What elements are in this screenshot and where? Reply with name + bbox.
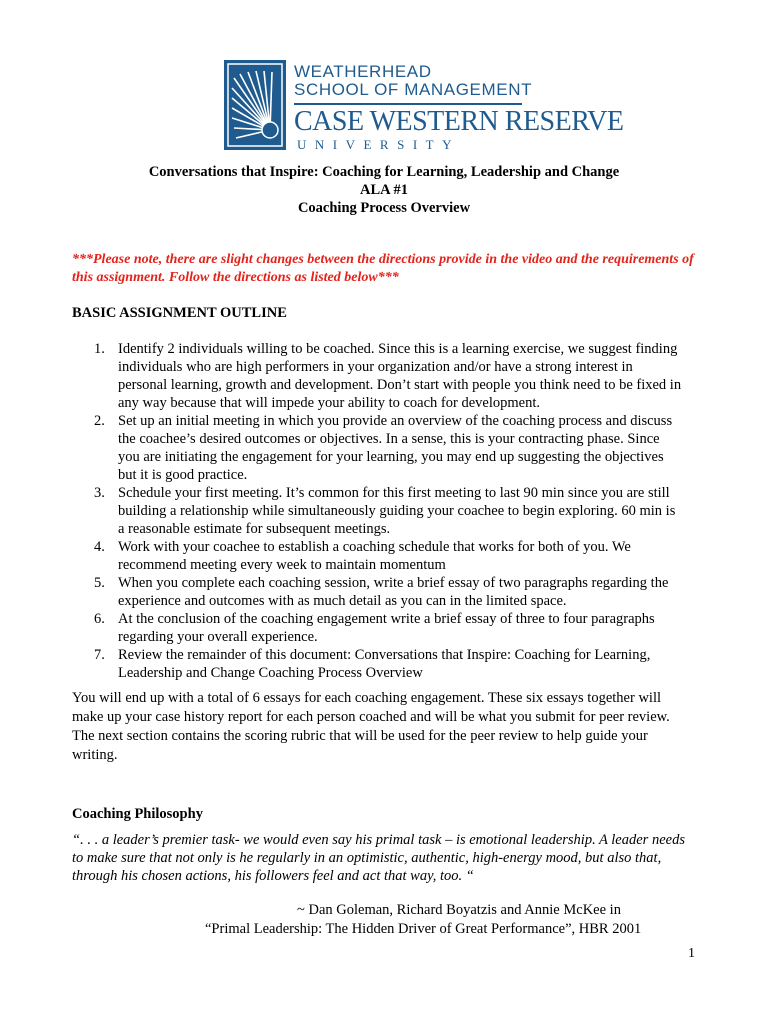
logo-university-label: UNIVERSITY (297, 137, 460, 152)
title-line-3: Coaching Process Overview (297, 200, 471, 216)
list-item-number: 1. (94, 341, 105, 357)
logo-university-name: CASE WESTERN RESERVE (294, 106, 624, 137)
attribution-source: “Primal Leadership: The Hidden Driver of Great Performance”, HBR 2001 (205, 921, 642, 937)
list-item (72, 340, 682, 412)
list-item-text: At the conclusion of the coaching engagement write a brief essay of three to four paragraphs regarding your overall experience. (118, 611, 655, 645)
list-item-text: Work with your coachee to establish a coaching schedule that works for both of you. We recommend meeting every week to maintain momentum (118, 539, 631, 573)
section-heading: BASIC ASSIGNMENT OUTLINE (72, 305, 287, 321)
assignment-outline (72, 340, 682, 682)
title-line-1: Conversations that Inspire: Coaching for Learning, Leadership and Change (148, 164, 620, 180)
list-item-number: 3. (94, 485, 105, 501)
page-number: 1 (688, 946, 695, 961)
assignment-note: ***Please note, there are slight changes between the directions provide in the video and the requirements of this assignment. Follow the directions as listed below*** (72, 252, 694, 285)
leadership-quote: “. . . a leader’s premier task- we would even say his primal task – is emotional leadership. A leader needs to make sure that not only is he regularly in an optimistic, authentic, high-energy mood, but also that, through his chosen actions, his followers feel and act that way, too. “ (72, 832, 685, 884)
essay-summary-paragraph: You will end up with a total of 6 essays for each coaching engagement. These six essays together will make up your case history report for each person coached and will be what you submit for peer review. The next section contains the scoring rubric that will be used for the peer review to help guide your writing. (72, 690, 670, 763)
list-item (72, 484, 682, 538)
list-item (72, 574, 682, 610)
sunburst-logo-icon (224, 60, 286, 150)
logo-school-name-line1: WEATHERHEAD (294, 62, 432, 81)
list-item-text: Schedule your first meeting. It’s common for this first meeting to last 90 min since you are still building a relationship while simultaneously guiding your coachee to begin exploring. 60 min is a reasonable estimate for subsequent meetings. (118, 485, 676, 537)
logo-divider (294, 103, 522, 105)
list-item-text: When you complete each coaching session, write a brief essay of two paragraphs regarding the experience and outcomes with as much detail as you can in the limited space. (118, 575, 669, 609)
coaching-philosophy-heading: Coaching Philosophy (72, 806, 203, 822)
quote-attribution (205, 901, 675, 939)
list-item-text: Review the remainder of this document: Conversations that Inspire: Coaching for Learning, Leadership and Change Coaching Process Overview (118, 647, 651, 681)
list-item-text: Identify 2 individuals willing to be coached. Since this is a learning exercise, we suggest finding individuals who are high performers in your organization and/or have a strong interest in personal learning, growth and development. Don’t start with people you think need to be fixed in any way because that will impede your ability to coach for development. (118, 341, 682, 411)
list-item (72, 610, 682, 646)
title-line-2: ALA #1 (360, 182, 408, 198)
list-item-text: Set up an initial meeting in which you provide an overview of the coaching process and discuss the coachee’s desired outcomes or objectives. In a sense, this is your contracting phase. Since you are initiating the engagement for your learning, you may end up suggesting the objectives but it is good practice. (118, 413, 673, 483)
list-item (72, 412, 682, 484)
list-item-number: 7. (94, 647, 105, 663)
list-item-number: 2. (94, 413, 105, 429)
list-item-number: 5. (94, 575, 105, 591)
document-title (0, 163, 768, 217)
list-item-number: 6. (94, 611, 105, 627)
university-logo (224, 60, 624, 152)
list-item (72, 646, 682, 682)
list-item (72, 538, 682, 574)
list-item-number: 4. (94, 539, 105, 555)
attribution-authors: ~ Dan Goleman, Richard Boyatzis and Annie McKee in (297, 902, 621, 918)
logo-school-name-line2: SCHOOL OF MANAGEMENT (294, 80, 533, 99)
